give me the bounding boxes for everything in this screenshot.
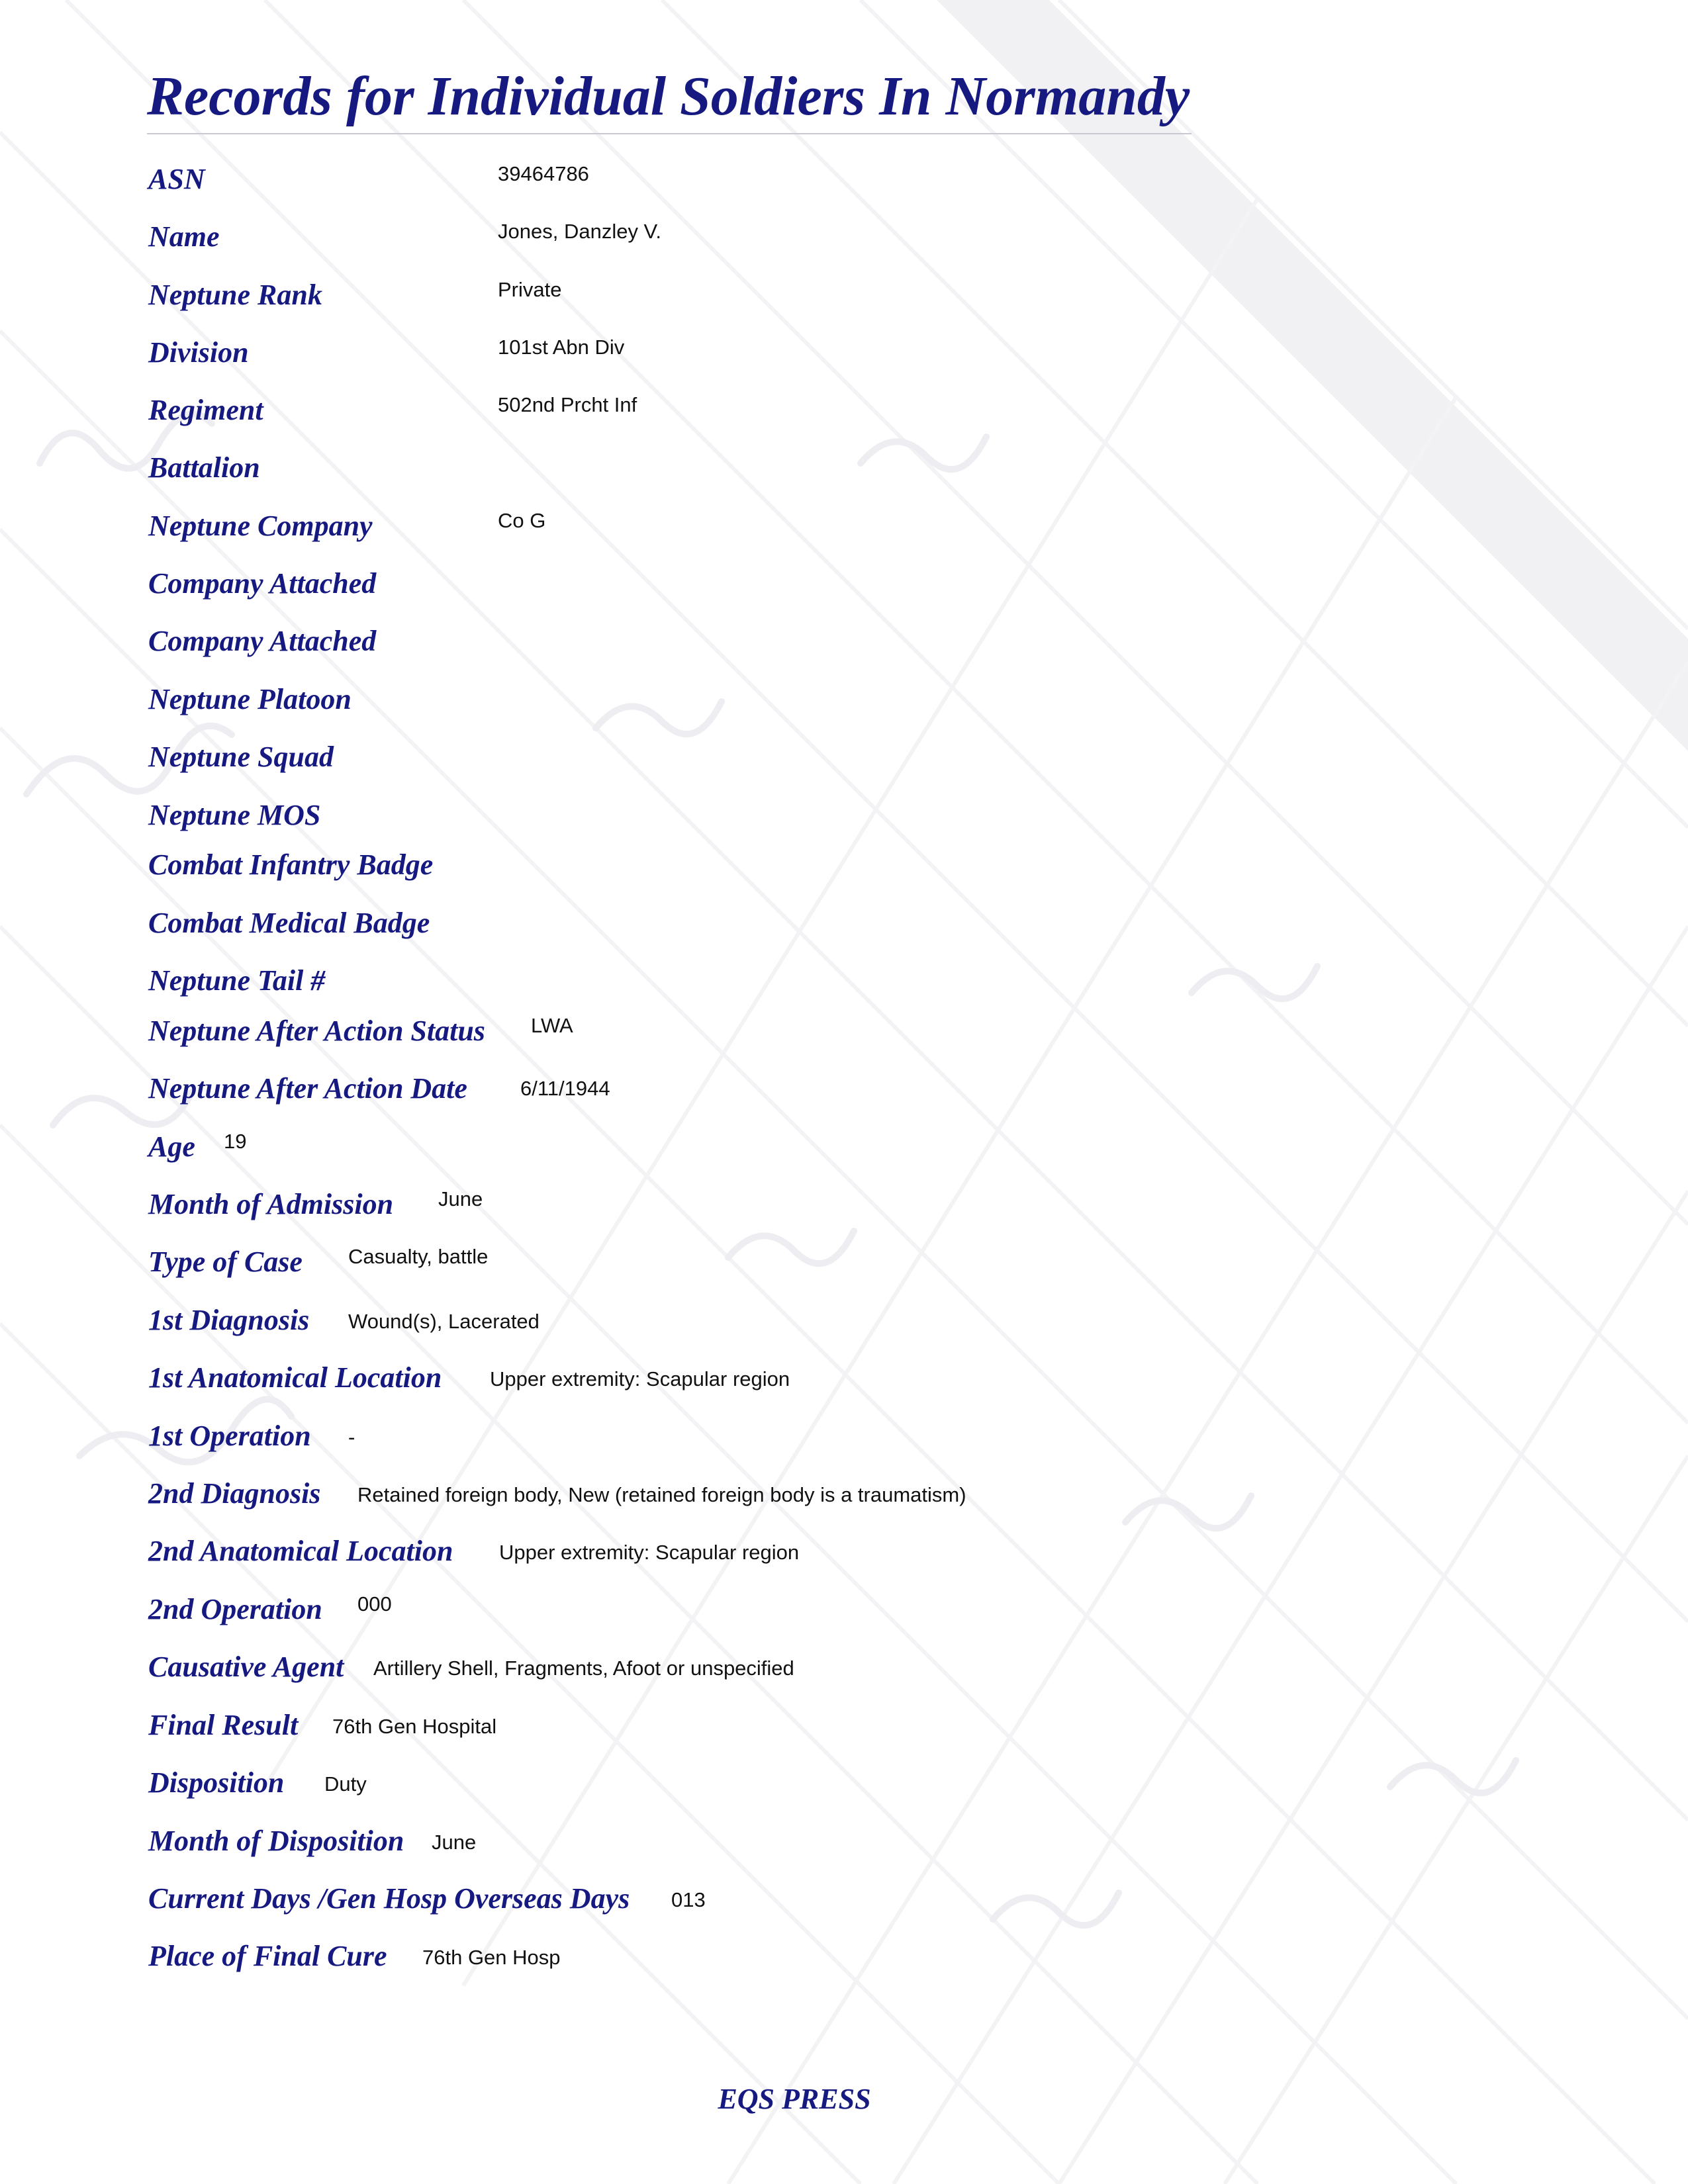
page-title: Records for Individual Soldiers In Normandy xyxy=(147,66,1190,127)
field-label: 2nd Operation xyxy=(148,1593,322,1625)
field-value: 101st Abn Div xyxy=(498,336,625,359)
field-label: Neptune Rank xyxy=(148,279,322,311)
field-label: Division xyxy=(148,336,249,369)
field-label: Company Attached xyxy=(148,567,377,600)
field-label: 1st Operation xyxy=(148,1420,311,1452)
field-label: Causative Agent xyxy=(148,1651,344,1683)
field-label: 1st Anatomical Location xyxy=(148,1361,442,1394)
field-label: ASN xyxy=(148,163,205,195)
publisher-footer: EQS PRESS xyxy=(718,2083,871,2115)
field-value: Artillery Shell, Fragments, Afoot or unspecified xyxy=(373,1657,794,1680)
field-label: Combat Medical Badge xyxy=(148,907,430,939)
field-value: Co G xyxy=(498,509,546,532)
field-value: Retained foreign body, New (retained foreign body is a traumatism) xyxy=(357,1483,966,1506)
field-label: Final Result xyxy=(148,1709,299,1741)
field-label: Neptune Company xyxy=(148,510,373,542)
field-value: - xyxy=(348,1426,355,1449)
field-label: Regiment xyxy=(148,394,263,426)
field-value: 000 xyxy=(357,1592,392,1615)
field-label: Neptune After Action Status xyxy=(148,1015,485,1047)
field-label: Company Attached xyxy=(148,625,377,657)
title-divider xyxy=(147,133,1192,134)
field-label: Current Days /Gen Hosp Overseas Days xyxy=(148,1882,630,1915)
field-value: 19 xyxy=(224,1130,247,1153)
field-value: 39464786 xyxy=(498,162,589,185)
field-value: Upper extremity: Scapular region xyxy=(499,1541,800,1564)
field-label: 1st Diagnosis xyxy=(148,1304,310,1336)
field-label: Neptune After Action Date xyxy=(148,1072,467,1105)
field-label: Name xyxy=(148,220,220,253)
field-label: Age xyxy=(148,1130,195,1163)
field-label: 2nd Anatomical Location xyxy=(148,1535,453,1567)
field-label: Month of Disposition xyxy=(148,1825,404,1857)
field-value: 502nd Prcht Inf xyxy=(498,393,637,416)
field-label: Month of Admission xyxy=(148,1188,394,1220)
field-value: 76th Gen Hospital xyxy=(332,1715,497,1738)
field-label: 2nd Diagnosis xyxy=(148,1477,321,1510)
field-value: Jones, Danzley V. xyxy=(498,220,662,243)
field-value: Duty xyxy=(324,1772,367,1796)
field-label: Type of Case xyxy=(148,1246,303,1278)
field-value: Wound(s), Lacerated xyxy=(348,1310,539,1333)
field-label: Combat Infantry Badge xyxy=(148,848,434,881)
field-value: 76th Gen Hosp xyxy=(422,1946,561,1969)
field-value: June xyxy=(438,1187,483,1210)
field-label: Neptune Squad xyxy=(148,741,334,773)
field-value: 6/11/1944 xyxy=(520,1077,610,1100)
field-value: LWA xyxy=(531,1014,573,1037)
field-label: Place of Final Cure xyxy=(148,1940,387,1972)
field-value: Private xyxy=(498,278,562,301)
field-label: Neptune Platoon xyxy=(148,683,352,715)
field-value: June xyxy=(432,1831,477,1854)
field-label: Battalion xyxy=(148,451,260,484)
field-label: Neptune MOS xyxy=(148,799,321,831)
field-label: Neptune Tail # xyxy=(148,964,326,997)
field-value: 013 xyxy=(671,1888,706,1911)
field-value: Casualty, battle xyxy=(348,1245,489,1268)
field-label: Disposition xyxy=(148,1766,285,1799)
field-value: Upper extremity: Scapular region xyxy=(490,1367,790,1390)
